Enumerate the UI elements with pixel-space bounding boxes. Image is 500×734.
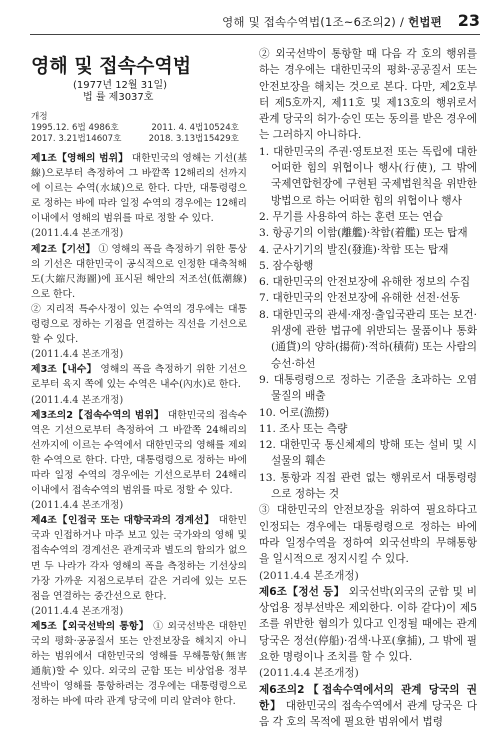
article-text: 영해의 폭을 측정하기 위한 기선으로부터 육지 쪽에 있는 수역은 내수(內水)로 한다. xyxy=(31,364,247,391)
list-item xyxy=(259,242,477,258)
left-column xyxy=(31,46,247,709)
article xyxy=(259,584,477,665)
article-heading: 제6조【정선 등】 xyxy=(259,585,345,598)
article-text: 10. 어로(漁撈) xyxy=(259,406,330,419)
paragraph xyxy=(259,46,477,144)
article xyxy=(31,362,247,392)
running-section: 헌법편 xyxy=(408,15,442,29)
running-title xyxy=(222,14,442,30)
revision-note: (2011.4.4 본조개정) xyxy=(31,349,124,361)
article-text: 5. 잠수항행 xyxy=(259,259,314,272)
article-heading: 제1조【영해의 범위】 xyxy=(31,153,129,164)
amendment-entry: 2011. 4. 4법10524호 xyxy=(151,123,239,133)
article-heading: 제2조【기선】 xyxy=(31,243,96,255)
list-item xyxy=(259,274,477,290)
article-text: 8. 대한민국의 관세·재정·출입국관리 또는 보건·위생에 관한 법규에 위반되는 물품이나 통화(通貨)의 양하(揚荷)·적하(積荷) 또는 사람의 승선·하선 xyxy=(259,308,477,370)
revision-note: (2011.4.4 본조개정) xyxy=(31,394,124,406)
amendment-entry: 2018. 3.13법15429호 xyxy=(148,134,239,144)
list-item xyxy=(259,258,477,274)
article-text: 대한민국과 인접하거나 마주 보고 있는 국가와의 영해 및 접속수역의 경계선은 관계국과 별도의 합의가 없으면 두 나라가 각자 영해의 폭을 측정하는 기선상의 가장 가까운 지점으로부터 같은 거리에 있는 모든 점을 연결하는 중간선으로 한다. xyxy=(31,515,247,602)
article-text: 13. 통항과 직접 관련 없는 행위로서 대통령령으로 정하는 것 xyxy=(259,471,477,501)
list-item xyxy=(259,209,477,225)
page-header xyxy=(0,0,500,40)
article xyxy=(259,682,477,731)
article-text: 대한민국의 접속수역은 기선으로부터 측정하여 그 바깥쪽 24해리의 선까지에 이르는 수역에서 대한민국의 영해를 제외한 수역으로 한다. 다만, 대통령령으로 정하는 바에 따라 일정 수역의 경우에는 기선으로부터 24해리 이내에서 접속수역의 범위를 따로 정할 수 있다. xyxy=(31,409,247,497)
article-text: 12. 대한민국 통신체제의 방해 또는 설비 및 시설물의 훼손 xyxy=(259,439,477,468)
revision-note: (2011.4.4 본조개정) xyxy=(259,667,359,680)
article xyxy=(31,619,247,710)
amendment-list xyxy=(31,123,247,145)
enactment-info xyxy=(73,80,247,104)
list-item xyxy=(259,144,477,209)
article-heading: 제4조【인접국 또는 대향국과의 경계선】 xyxy=(31,515,215,527)
article-text: ② 외국선박이 통항할 때 다음 각 호의 행위를 하는 경우에는 대한민국의 평화·공공질서 또는 안전보장을 해치는 것으로 본다. 다만, 제2호부터 제5호까지, 제11호 및 제13호의 행위로서 관계 당국의 허가·승인 또는 동의를 받은 경우에는 그러하지 아니하다. xyxy=(259,48,478,142)
list-item xyxy=(259,470,477,503)
article-text: 6. 대한민국의 안전보장에 유해한 정보의 수집 xyxy=(259,276,471,289)
article xyxy=(31,151,247,226)
amendment-row xyxy=(31,134,239,145)
article-heading: 제3조【내수】 xyxy=(31,364,97,376)
article-heading: 제6조의2【접속수역에서의 관계 당국의 권한】 xyxy=(259,683,477,712)
amendment-label: 개정 xyxy=(31,112,48,122)
list-item xyxy=(259,437,477,470)
article-text: 4. 군사기기의 발진(發進)·착함 또는 탑재 xyxy=(259,243,449,256)
article xyxy=(31,408,247,499)
amendment-entry: 1995.12. 6법 4986호 xyxy=(31,123,119,133)
article-text: 11. 조사 또는 측량 xyxy=(259,422,348,435)
revision-note: (2011.4.4 본조개정) xyxy=(31,605,124,617)
revision-note: (2011.4.4 본조개정) xyxy=(259,569,359,582)
article-text: ① 영해의 폭을 측정하기 위한 통상의 기선은 대한민국이 공식적으로 인정한 대축척해도(大縮尺海圖)에 표시된 해안의 저조선(低潮線)으로 한다. xyxy=(31,243,248,300)
page-number: 23 xyxy=(457,11,480,30)
revision-note: (2011.4.4 본조개정) xyxy=(31,500,124,512)
revision-note: (2011.4.4 본조개정) xyxy=(31,228,124,240)
running-title-separator: / xyxy=(399,15,405,29)
list-item xyxy=(259,372,477,405)
list-item xyxy=(259,307,477,372)
article xyxy=(31,242,247,302)
right-column xyxy=(259,46,477,730)
article-text: 외국선박(외국의 군함 및 비상업용 정부선박은 제외한다. 이하 같다)이 제5조를 위반한 혐의가 있다고 인정될 때에는 관계 당국은 정선(停船)·검색·나포(拿捕), 그 밖에 필요한 명령이나 조치를 할 수 있다. xyxy=(259,585,478,663)
article-text: 2. 무기를 사용하여 하는 훈련 또는 연습 xyxy=(259,210,443,223)
paragraph xyxy=(259,502,477,567)
running-title-text: 영해 및 접속수역법(1조~6조의2) xyxy=(222,15,396,29)
article-text: 대한민국의 접속수역에서 관계 당국은 다음 각 호의 목적에 필요한 범위에서 법령 xyxy=(259,699,478,729)
article-text: ② 지리적 특수사정이 있는 수역의 경우에는 대통령령으로 정하는 기점을 연결하는 직선을 기선으로 할 수 있다. xyxy=(31,303,247,346)
article xyxy=(31,513,247,604)
paragraph xyxy=(31,302,247,347)
article-heading: 제5조【외국선박의 통항】 xyxy=(31,620,150,632)
list-item xyxy=(259,290,477,306)
article-text: 3. 항공기의 이함(離艦)·착함(着艦) 또는 탑재 xyxy=(259,227,468,240)
article-text: 9. 대통령령으로 정하는 기준을 초과하는 오염물질의 배출 xyxy=(259,373,477,403)
article-text: ③ 대한민국의 안전보장을 위하여 필요하다고 인정되는 경우에는 대통령령으로 정하는 바에 따라 일정수역을 정하여 외국선박의 무해통항을 일시적으로 정지시킬 수 있다. xyxy=(259,504,477,566)
enacted-number: 법 률 제3037호 xyxy=(83,92,154,103)
article-text: 7. 대한민국의 안전보장에 유해한 선전·선동 xyxy=(259,292,460,305)
article-text: 대한민국의 영해는 기선(基線)으로부터 측정하여 그 바깥쪽 12해리의 선까지에 이르는 수역(水域)으로 한다. 다만, 대통령령으로 정하는 바에 따라 일정 수역의 경우에는 12해리 이내에서 영해의 범위를 따로 정할 수 있다. xyxy=(31,153,247,225)
law-title: 영해 및 접속수역법 xyxy=(31,55,192,77)
article-heading: 제3조의2【접속수역의 범위】 xyxy=(31,409,165,421)
list-item xyxy=(259,225,477,241)
amendment-row xyxy=(31,123,239,134)
article-text: ① 외국선박은 대한민국의 평화·공공질서 또는 안전보장을 해치지 아니하는 범위에서 대한민국의 영해를 무해통항(無害通航)할 수 있다. 외국의 군함 또는 비상업용 정부선박이 영해를 통항하려는 경우에는 대통령령으로 정하는 바에 따라 관계 당국에 미리 알려야 한다. xyxy=(31,620,248,708)
amendment-entry: 2017. 3.21법14607호 xyxy=(31,134,122,144)
enacted-date: (1977년 12월 31일) xyxy=(73,80,168,91)
header-rule xyxy=(30,34,480,35)
list-item xyxy=(259,421,477,437)
article-text: 1. 대한민국의 주권·영토보전 또는 독립에 대한 어떠한 힘의 위협이나 행사(行使), 그 밖에 국제연합헌장에 구현된 국제법원칙을 위반한 방법으로 하는 어떠한 힘의 위협이나 행사 xyxy=(259,145,477,207)
left-articles xyxy=(31,151,247,709)
list-item xyxy=(259,405,477,421)
